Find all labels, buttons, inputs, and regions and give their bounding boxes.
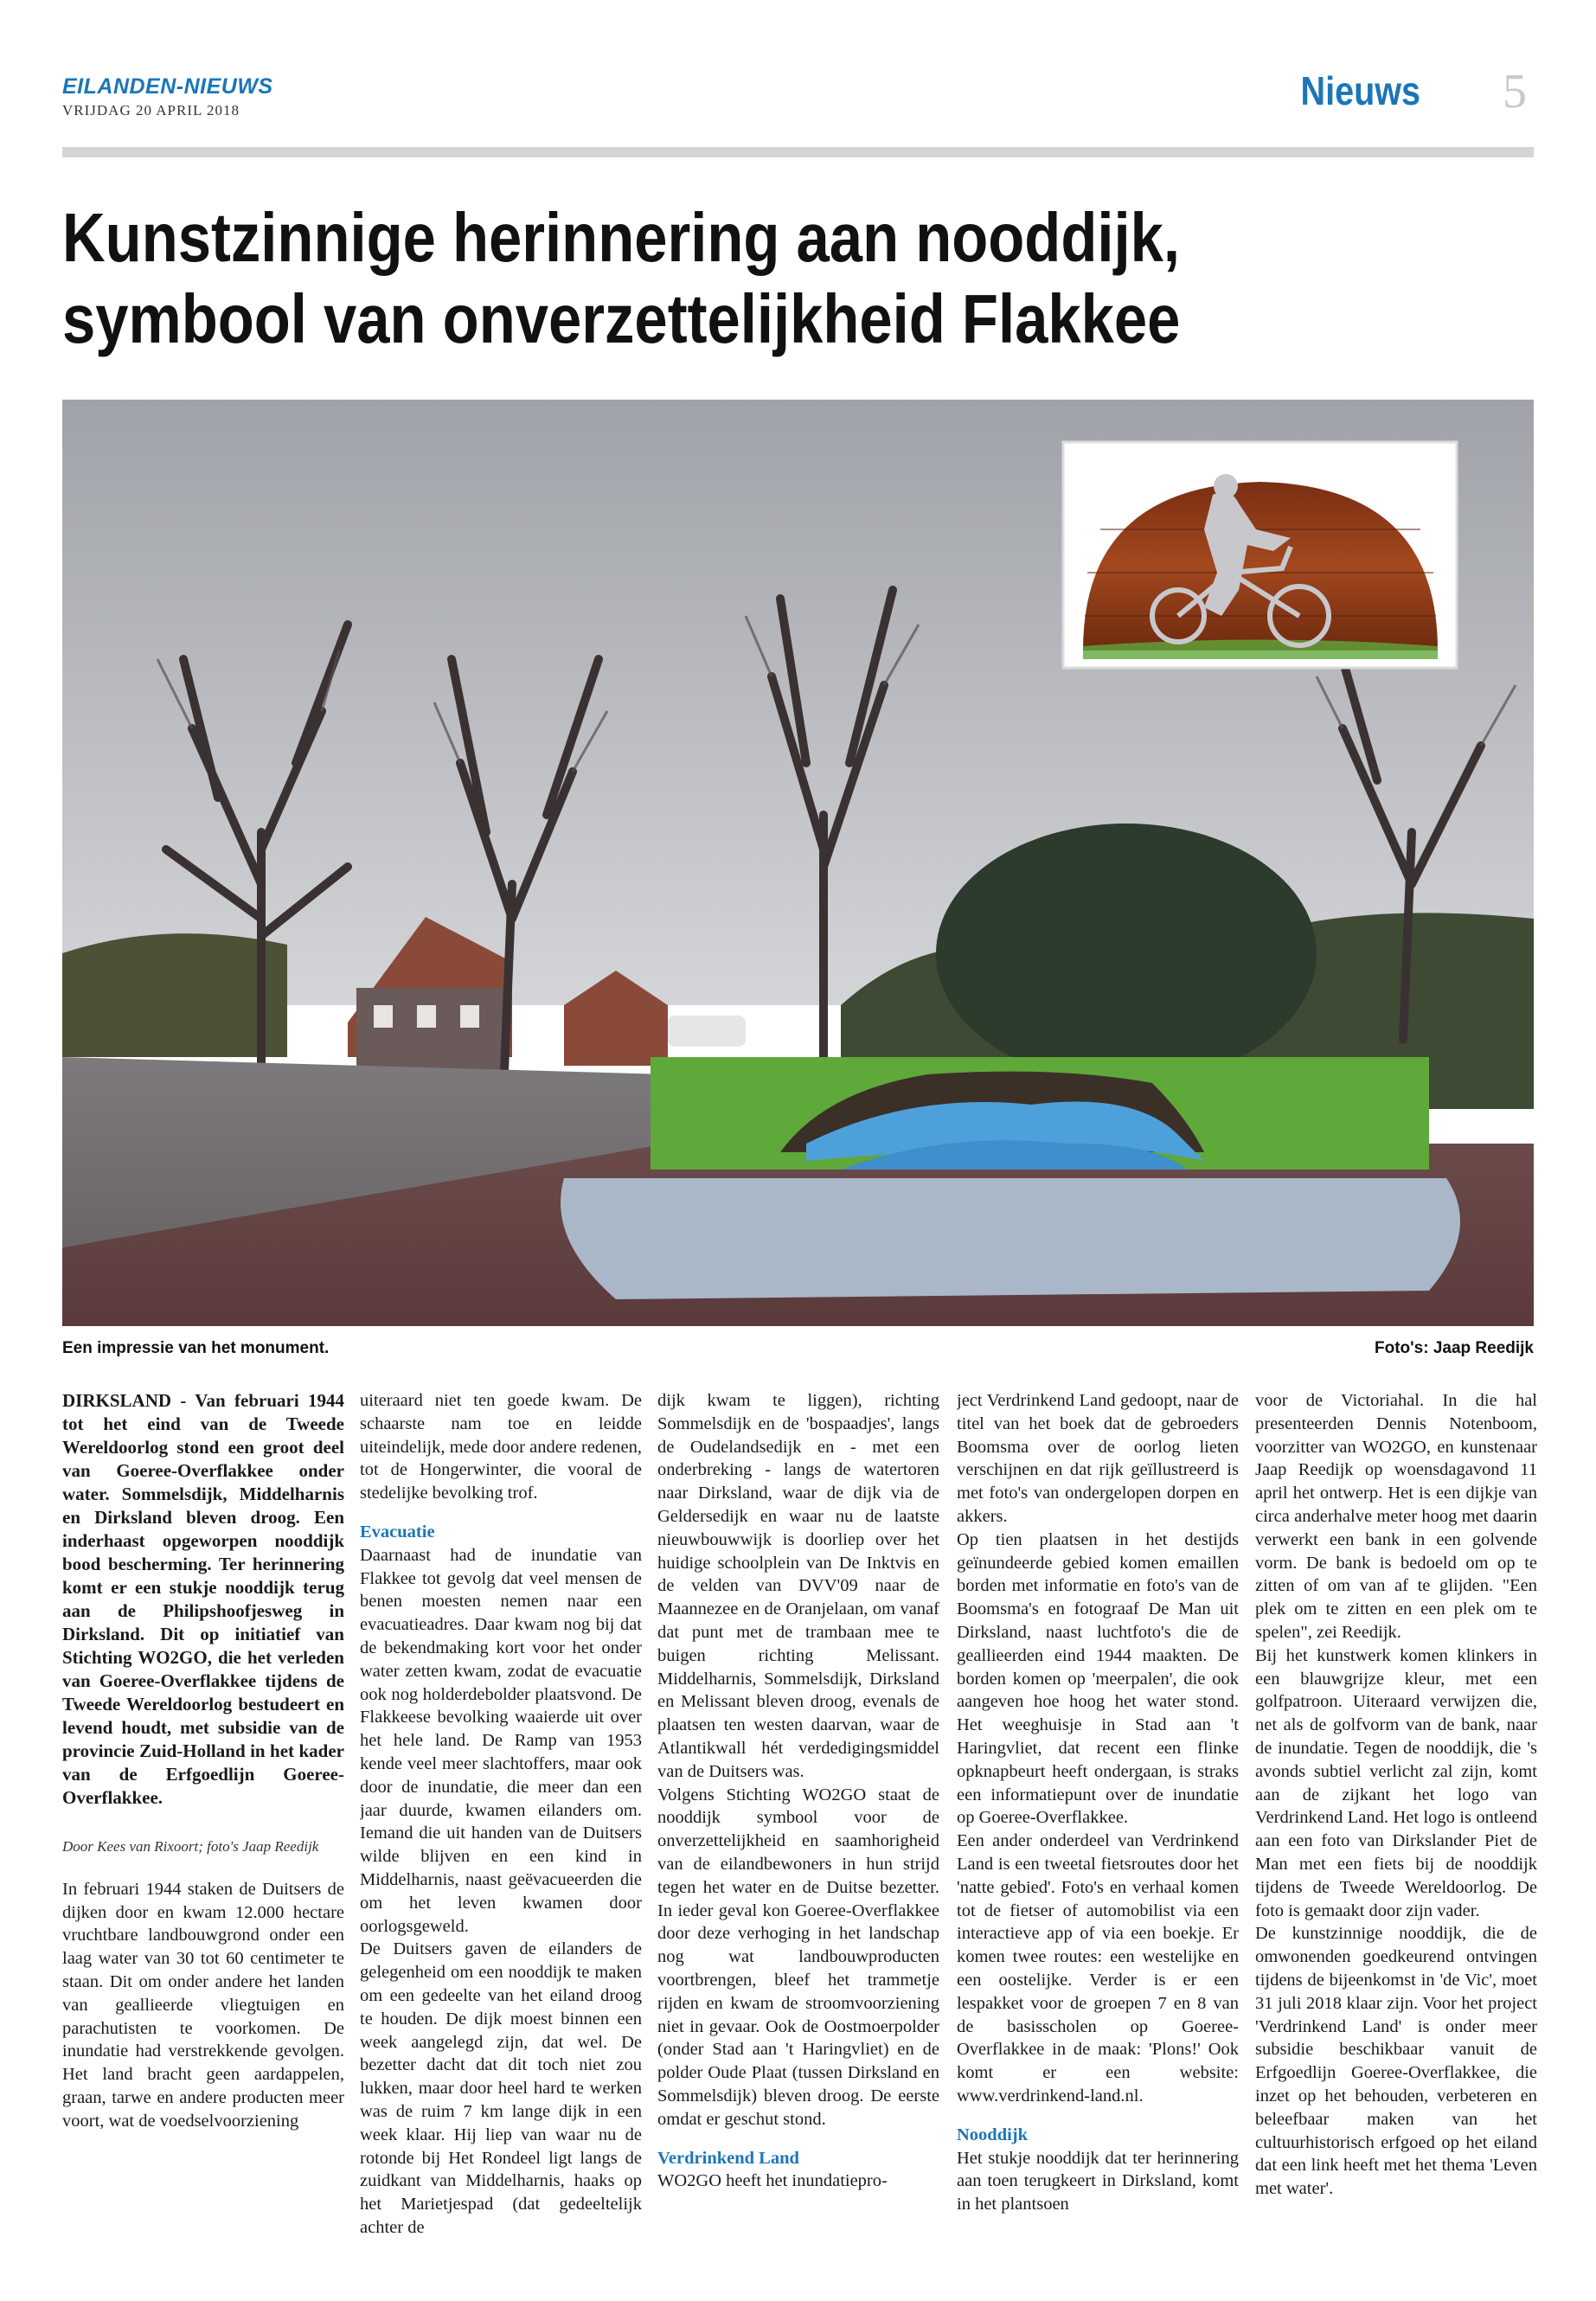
photo-caption: Een impressie van het monument. — [62, 1339, 330, 1357]
body-paragraph: WO2GO heeft het inundatiepro- — [657, 2171, 888, 2191]
body-paragraph: In februari 1944 staken de Duitsers de dijken door en kwam 12.000 hectare vruchtbare landbouwgrond onder een laag water van 30 tot 60 centimeter te staan. Dit om onder andere het landen van geallieerde vliegtuigen en parachutisten te voorkomen. De inundatie had verstrekkende gevolgen. Het land bracht geen aardappelen, graan, tarwe en andere producten meer voort, wat de voedselvoorziening — [62, 1879, 344, 2131]
body-paragraph: ject Verdrinkend Land gedoopt, naar de titel van het boek dat de gebroeders Boomsma over de oorlog lieten verschijnen en dat rijk geïllustreerd is met foto's van ondergelopen dorpen en akkers. — [957, 1391, 1239, 1526]
column-4 — [957, 1389, 1239, 2254]
issue-date: VRIJDAG 20 APRIL 2018 — [62, 102, 240, 119]
column-3 — [657, 1389, 939, 2254]
subhead-nooddijk: Nooddijk — [957, 2125, 1029, 2144]
body-paragraph: dijk kwam te liggen), richting Sommelsdijk en de 'bospaadjes', langs de Oudelandsedijk en - met een onderbreking - langs de watertoren naar Dirksland, waar de dijk via de Geldersedijk en waar nu de laatste nieuwbouwwijk is doorliep over het huidige schoolplein van De Inktvis en de velden van DVV'09 naar de Maannezee en de Oranjelaan, om vanaf dat punt met de trambaan mee te buigen richting Melissant. Middelharnis, Sommelsdijk, Dirksland en Melissant bleven droog, evenals de plaatsen ten westen daarvan, waar de Atlantikwall hét verdedigingsmiddel van de Duitsers was. — [657, 1391, 939, 1781]
body-paragraph: voor de Victoriahal. In die hal presenteerden Dennis Notenboom, voorzitter van WO2GO, en kunstenaar Jaap Reedijk op woensdagavond 11 april het ontwerp. Het is een dijkje van circa anderhalve meter hoog met daarin verwerkt een bank in een golvende vorm. De bank is bedoeld om op te zitten of om van af te glijden. "Een plek om te zitten en een plek om te spelen", zei Reedijk. — [1255, 1391, 1537, 1642]
photo-credit: Foto's: Jaap Reedijk — [1374, 1339, 1534, 1357]
lede-paragraph: DIRKSLAND - Van februari 1944 tot het eind van de Tweede Wereldoorlog stond een groot deel van Goeree-Overflakkee onder water. Sommelsdijk, Middelharnis en Dirksland bleven droog. Een inderhaast opgeworpen nooddijk bood bescherming. Ter herinnering komt er een stukje nooddijk terug aan de Philipshoofjesweg in Dirksland. Dit op initiatief van Stichting WO2GO, die het verleden van Goeree-Overflakkee tijdens de Tweede Wereldoorlog bestudeert en levend houdt, met subsidie van de provincie Zuid-Holland in het kader van de Erfgoedlijn Goeree-Overflakkee. — [62, 1390, 344, 1808]
body-paragraph: uiteraard niet ten goede kwam. De schaarste nam toe en leidde uiteindelijk, mede door andere redenen, tot de Hongerwinter, die vooral de stedelijke bevolking trof. — [360, 1391, 642, 1503]
byline: Door Kees van Rixoort; foto's Jaap Reedijk — [62, 1838, 319, 1855]
column-2 — [360, 1389, 642, 2254]
headline-line-1: Kunstzinnige herinnering aan nooddijk, — [62, 199, 1180, 276]
body-paragraph: Een ander onderdeel van Verdrinkend Land is een tweetal fietsroutes door het 'natte gebied'. Foto's en verhaal komen tot de fietser of automobilist via een interactieve app of via een boekje. Er komen twee routes: een westelijke en een oostelijke. Verder is er een lespakket voor de groepen 7 en 8 van de basisscholen op Goeree-Overflakkee in de maak: 'Plons!' Ook komt er een website: www.verdrinkend-land.nl. — [957, 1831, 1239, 2106]
body-paragraph: De kunstzinnige nooddijk, die de omwonenden goedkeurend ontvingen tijdens de bijeenkomst in 'de Vic', moet 31 juli 2018 klaar zijn. Voor het project 'Verdrinkend Land' is onder meer subsidie beschikbaar vanuit de Erfgoedlijn Goeree-Overflakkee, die inzet op het behouden, verbeteren en beleefbaar maken van het cultuurhistorisch erfgoed op het eiland dat een link heeft met het thema 'Leven met water'. — [1255, 1924, 1537, 2199]
body-paragraph: Op tien plaatsen in het destijds geïnundeerde gebied komen emaillen borden met informatie en foto's van de Boomsma's en fotograaf De Man uit Dirksland, naast luchtfoto's die de geallieerden eind 1944 maakten. De borden komen op 'meerpalen', die ook aangeven hoe hoog het water stond. Het weeghuisje in Stad aan 't Haringvliet, dat recent een flinke opknapbeurt heeft ondergaan, is straks een informatiepunt over de inundatie op Goeree-Overflakkee. — [957, 1529, 1239, 1828]
headline-line-2: symbool van onverzettelijkheid Flakkee — [62, 280, 1181, 357]
subhead-verdrinkend-land: Verdrinkend Land — [657, 2148, 799, 2168]
page-number: 5 — [1503, 65, 1527, 119]
column-1 — [62, 1389, 344, 2254]
header-rule — [62, 147, 1534, 157]
article-photo — [62, 400, 1534, 1326]
body-paragraph: Volgens Stichting WO2GO staat de nooddijk symbool voor de onverzettelijkheid en saamhorigheid van de eilandbewoners in hun strijd tegen het water en de Duitse bezetter. In ieder geval kon Goeree-Overflakkee door deze verhoging in het landschap nog wat landbouwproducten voortbrengen, bleef het trammetje rijden en kwam de stroomvoorziening niet in gevaar. Ook de Oostmoerpolder (onder Stad aan 't Haringvliet) en de polder Oude Plaat (tussen Dirksland en Sommelsdijk) bleven droog. De eerste omdat er geschut stond. — [657, 1785, 939, 2129]
masthead-logo: EILANDEN-NIEUWS — [62, 74, 273, 99]
body-paragraph: De Duitsers gaven de eilanders de gelegenheid om een nooddijk te maken om een gedeelte van het eiland droog te houden. De dijk moest binnen een week aangelegd zijn, dat wel. De bezetter dacht dat dit toch niet zou lukken, maar door heel hard te werken was de ruim 7 km lange dijk in een week klaar. Hij liep van waar nu de rotonde bij Het Rondeel ligt langs de zuidkant van Middelharnis, haaks op het Marietjespad (dat gedeeltelijk achter de — [360, 1939, 642, 2237]
body-paragraph: Daarnaast had de inundatie van Flakkee tot gevolg dat veel mensen de benen moesten nemen naar een evacuatieadres. Daar kwam nog bij dat de bekendmaking kort voor het onder water zetten kwam, zodat de evacuatie ook nog holderdebolder plaatsvond. De Flakkeese bevolking waaierde uit over het hele land. De Ramp van 1953 kende veel meer slachtoffers, maar ook door de inundatie, die meer dan een jaar duurde, kwamen eilanders om. Iemand die uit handen van de Duitsers wilde blijven en een kind in Middelharnis, naast geëvacueerden die om het leven kwamen door oorlogsgeweld. — [360, 1545, 642, 1936]
body-paragraph: Het stukje nooddijk dat ter herinnering aan toen terugkeert in Dirksland, komt in het plantsoen — [957, 2148, 1239, 2214]
column-5 — [1255, 1389, 1537, 2254]
section-label: Nieuws — [1300, 68, 1420, 113]
subhead-evacuatie: Evacuatie — [360, 1522, 435, 1541]
body-paragraph: Bij het kunstwerk komen klinkers in een blauwgrijze kleur, met een golfpatroon. Uiteraard verwijzen die, net als de golfvorm van de bank, naar de inundatie. Tegen de nooddijk, die 's avonds subtiel verlicht zal zijn, komt aan de zijkant het logo van Verdrinkend Land. Het logo is ontleend aan een foto van Dirkslander Piet de Man met een fiets bij de nooddijk tijdens de Tweede Wereldoorlog. De foto is gemaakt door zijn vader. — [1255, 1645, 1537, 1920]
headline — [62, 197, 1327, 360]
